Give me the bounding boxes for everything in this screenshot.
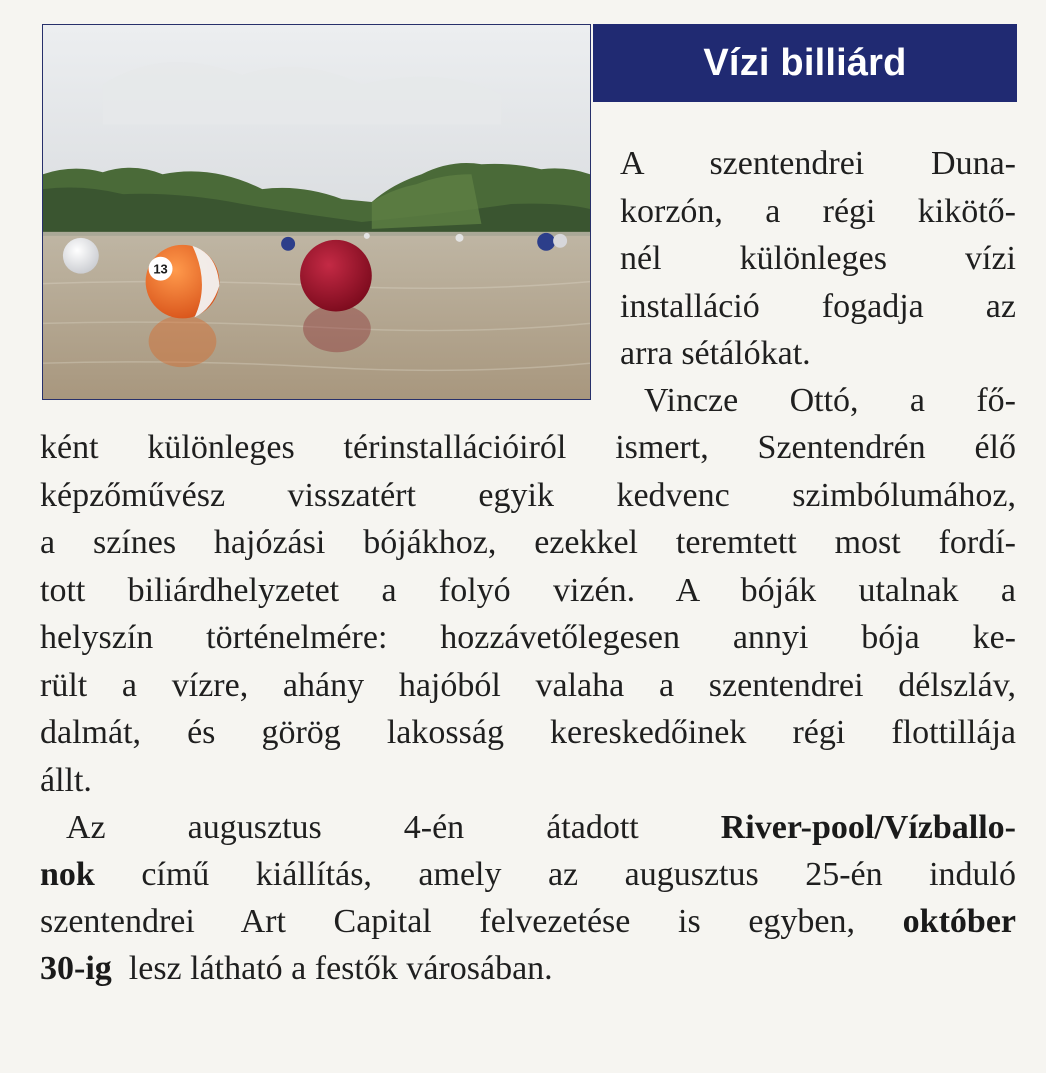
title-box — [593, 24, 1017, 102]
line-text: Az augusztus 4-én átadott — [66, 809, 721, 846]
article-photo — [42, 24, 591, 400]
body-line: dalmát, és görög lakosság kereskedőinek régi flottillája — [40, 714, 1016, 751]
body-line — [40, 858, 1016, 892]
article-title: Vízi billiárd — [703, 41, 907, 84]
exhibition-title: nok — [40, 856, 95, 893]
body-line: tott biliárdhelyzetet a folyó vizén. A bóják utalnak a — [40, 572, 1016, 609]
exhibition-title: River-pool/Vízballo- — [720, 809, 1016, 846]
body-line: Vincze Ottó, a fő- — [644, 382, 1016, 419]
body-line — [66, 811, 1016, 845]
ball-number: 13 — [153, 261, 168, 277]
river-billiard-balls-image — [43, 25, 590, 399]
end-date: 30-ig — [40, 950, 112, 987]
body-line: installáció fogadja az — [620, 288, 1016, 325]
body-line: rült a vízre, ahány hajóból valaha a szentendrei délszláv, — [40, 667, 1016, 704]
body-line: állt. — [40, 762, 92, 799]
body-line: helyszín történelmére: hozzávetőlegesen annyi bója ke- — [40, 619, 1016, 656]
end-date: október — [902, 903, 1016, 940]
body-line: ként különleges térinstallációiról ismert, Szentendrén élő — [40, 429, 1016, 466]
body-line: korzón, a régi kikötő- — [620, 193, 1016, 230]
line-text: lesz látható a festők városában. — [111, 950, 553, 987]
body-line: A szentendrei Duna- — [620, 145, 1016, 182]
body-line: képzőművész visszatért egyik kedvenc szimbólumához, — [40, 477, 1016, 514]
body-line: nél különleges vízi — [620, 240, 1016, 277]
body-line — [40, 905, 1016, 939]
line-text: szentendrei Art Capital felvezetése is egyben, — [40, 903, 903, 940]
line-text: című kiállítás, amely az augusztus 25-én induló — [94, 856, 1016, 893]
body-line — [40, 952, 553, 986]
body-line: a színes hajózási bójákhoz, ezekkel teremtett most fordí- — [40, 524, 1016, 561]
body-line: arra sétálókat. — [620, 335, 811, 372]
